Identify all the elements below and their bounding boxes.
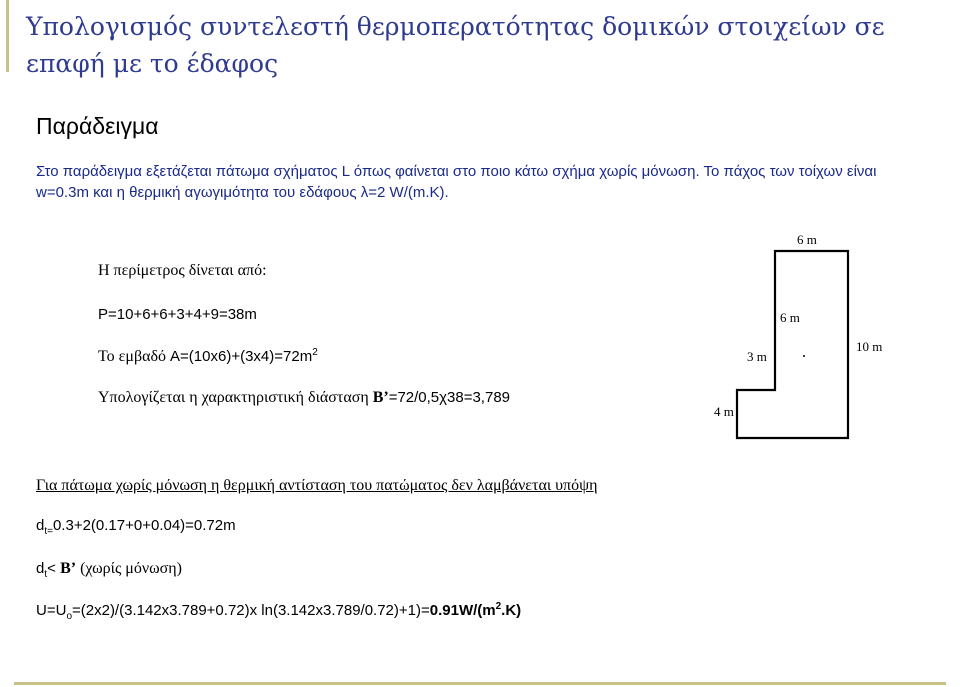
dim-label-right: 10 m bbox=[856, 339, 883, 354]
comparison-line bbox=[36, 560, 182, 580]
area-line bbox=[98, 347, 318, 366]
dt-formula: 0.3+2(0.17+0+0.04)=0.72m bbox=[52, 517, 236, 534]
bottom-accent-rule bbox=[14, 682, 946, 685]
dim-label-left: 4 m bbox=[714, 404, 734, 419]
dim-label-top: 6 m bbox=[797, 233, 817, 247]
u-result-tail: .K) bbox=[501, 602, 522, 619]
plan-dot bbox=[803, 355, 805, 357]
perimeter-label: Η περίμετρος δίνεται από: bbox=[98, 262, 267, 279]
u-subscript: o bbox=[66, 611, 72, 622]
dt-line bbox=[36, 517, 236, 537]
no-insulation-note: Για πάτωμα χωρίς μόνωση η θερμική αντίσταση του πατώματος δεν λαμβάνεται υπόψη bbox=[36, 477, 598, 494]
u-result: 0.91W/(m bbox=[429, 602, 496, 619]
char-dim-prefix: Υπολογίζεται η χαρακτηριστική διάσταση bbox=[98, 389, 373, 406]
cmp-note: (χωρίς μόνωση) bbox=[76, 560, 182, 577]
perimeter-formula: P=10+6+6+3+4+9=38m bbox=[98, 306, 257, 323]
cmp-subscript: t bbox=[44, 569, 48, 580]
left-accent-rule bbox=[6, 0, 9, 72]
char-dim-symbol: B’ bbox=[372, 389, 389, 406]
dim-label-step: 3 m bbox=[747, 349, 767, 364]
slide-title: Υπολογισμός συντελεστή θερμοπερατότητας δομικών στοιχείων σε επαφή με το έδαφος bbox=[26, 12, 885, 78]
u-value-line bbox=[36, 601, 521, 622]
u-prefix: U=U bbox=[36, 602, 67, 619]
u-formula: =(2x2)/(3.142x3.789+0.72)x ln(3.142x3.789/0.72)+1)= bbox=[72, 602, 430, 619]
area-prefix: Το εμβαδό bbox=[98, 348, 171, 365]
char-dim-formula: =72/0,5χ38=3,789 bbox=[388, 389, 511, 406]
cmp-less-than: < bbox=[47, 560, 61, 577]
cmp-symbol: d bbox=[36, 560, 45, 577]
floor-outline bbox=[737, 251, 848, 438]
floor-plan-drawing bbox=[700, 233, 900, 448]
l-shaped-floor-plan bbox=[700, 233, 900, 448]
cmp-b-symbol: B’ bbox=[60, 560, 77, 577]
slide-subheading: Παράδειγμα bbox=[36, 113, 159, 139]
u-result-exponent: 2 bbox=[495, 601, 502, 612]
intro-paragraph: Στο παράδειγμα εξετάζεται πάτωμα σχήματος L όπως φαίνεται στο ποιο κάτω σχήμα χωρίς μόνωση. Το πάχος των τοίχων είναι w=0.3m και η θερμική αγωγιμότητα του εδάφους λ=2 W/(m.K). bbox=[36, 163, 877, 201]
dim-label-inner-vertical: 6 m bbox=[780, 310, 800, 325]
dt-subscript: t= bbox=[44, 526, 53, 537]
area-exponent: 2 bbox=[312, 347, 318, 358]
dt-symbol: d bbox=[36, 517, 45, 534]
characteristic-dimension-line bbox=[98, 389, 510, 407]
area-formula: A=(10x6)+(3x4)=72m bbox=[170, 348, 313, 365]
